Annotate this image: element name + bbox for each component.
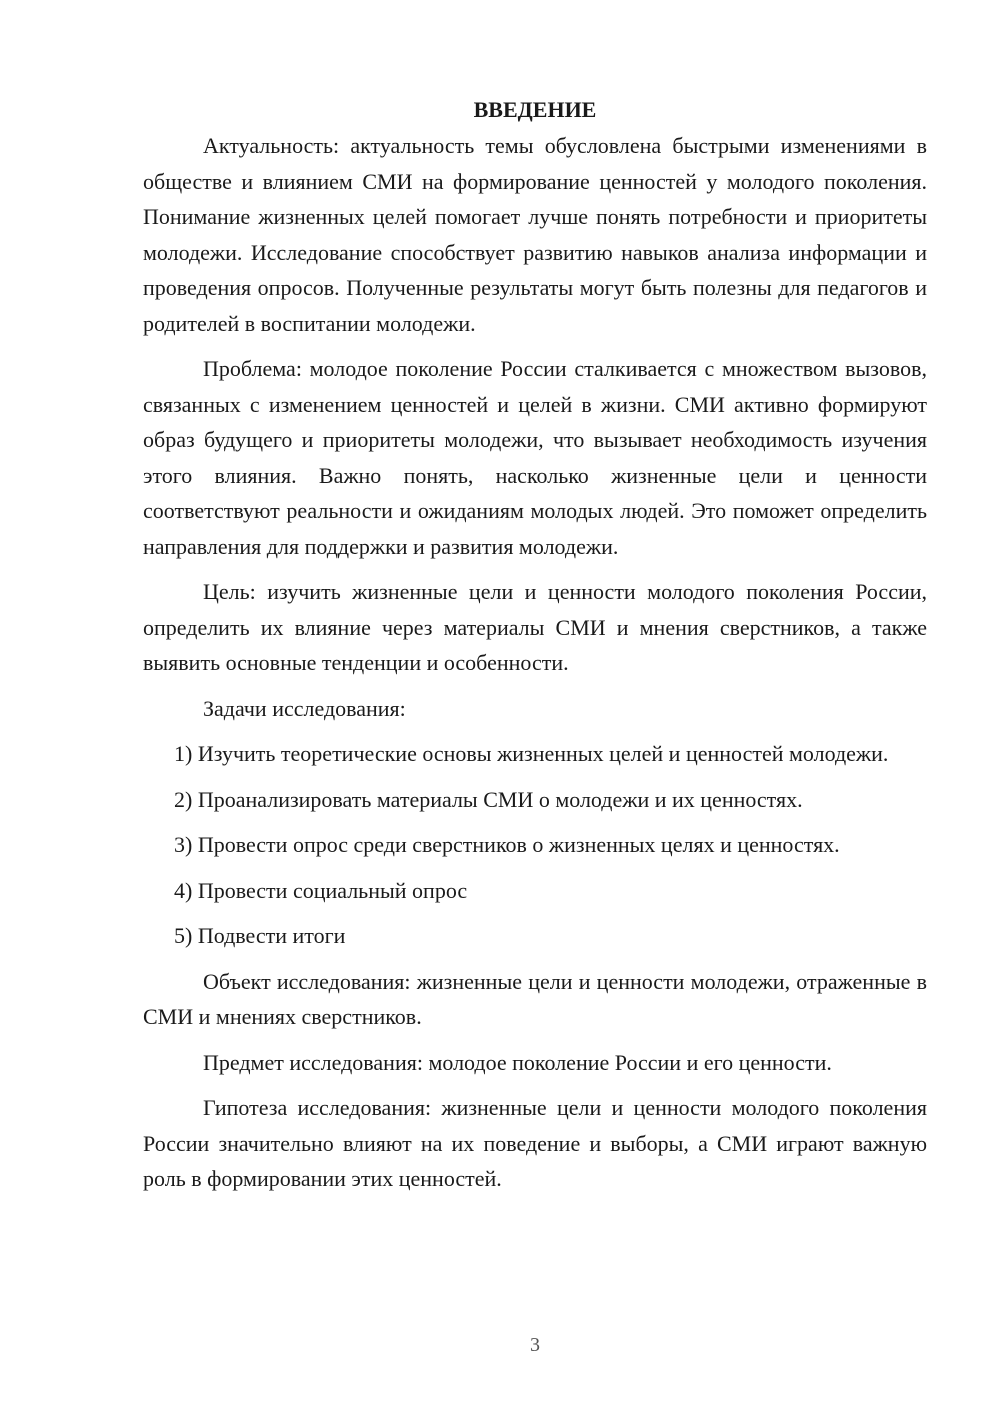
list-item: 3) Провести опрос среди сверстников о жизненных целях и ценностях. xyxy=(174,832,840,857)
document-title: ВВЕДЕНИЕ xyxy=(473,97,597,122)
list-item: 4) Провести социальный опрос xyxy=(174,877,468,903)
paragraph-relevance: Актуальность: актуальность темы обусловлена быстрыми изменениями в обществе и влиянием СМИ на формирование ценностей у молодого поколения. Понимание жизненных целей помогает лучше понять потребности и приоритеты молодежи. Исследование способствует развитию навыков анализа информации и проведения опросов. Полученные результаты могут быть полезны для педагогов и родителей в воспитании молодежи. xyxy=(143,133,927,336)
list-item: 5) Подвести итоги xyxy=(174,923,346,948)
page-number: 3 xyxy=(530,1334,540,1356)
paragraph-goal: Цель: изучить жизненные цели и ценности молодого поколения России, определить их влияние через материалы СМИ и мнения сверстников, а также выявить основные тенденции и особенности. xyxy=(143,579,927,675)
document-page xyxy=(143,92,927,1207)
list-item: 1) Изучить теоретические основы жизненных целей и ценностей молодежи. xyxy=(174,741,889,766)
paragraph-hypothesis: Гипотеза исследования: жизненные цели и ценности молодого поколения России значительно влияют на их поведение и выборы, а СМИ играют важную роль в формировании этих ценностей. xyxy=(143,1095,927,1191)
tasks-list xyxy=(143,736,927,954)
tasks-heading: Задачи исследования: xyxy=(203,695,406,721)
paragraph-object: Объект исследования: жизненные цели и ценности молодежи, отраженные в СМИ и мнениях сверстников. xyxy=(143,968,927,1029)
paragraph-problem: Проблема: молодое поколение России сталкивается с множеством вызовов, связанных с изменением ценностей и целей в жизни. СМИ активно формируют образ будущего и приоритеты молодежи, что вызывает необходимость изучения этого влияния. Важно понять, насколько жизненные цели и ценности соответствуют реальности и ожиданиям молодых людей. Это поможет определить направления для поддержки и развития молодежи. xyxy=(143,356,927,559)
paragraph-subject: Предмет исследования: молодое поколение России и его ценности. xyxy=(203,1049,832,1075)
list-item: 2) Проанализировать материалы СМИ о молодежи и их ценностях. xyxy=(174,786,803,812)
